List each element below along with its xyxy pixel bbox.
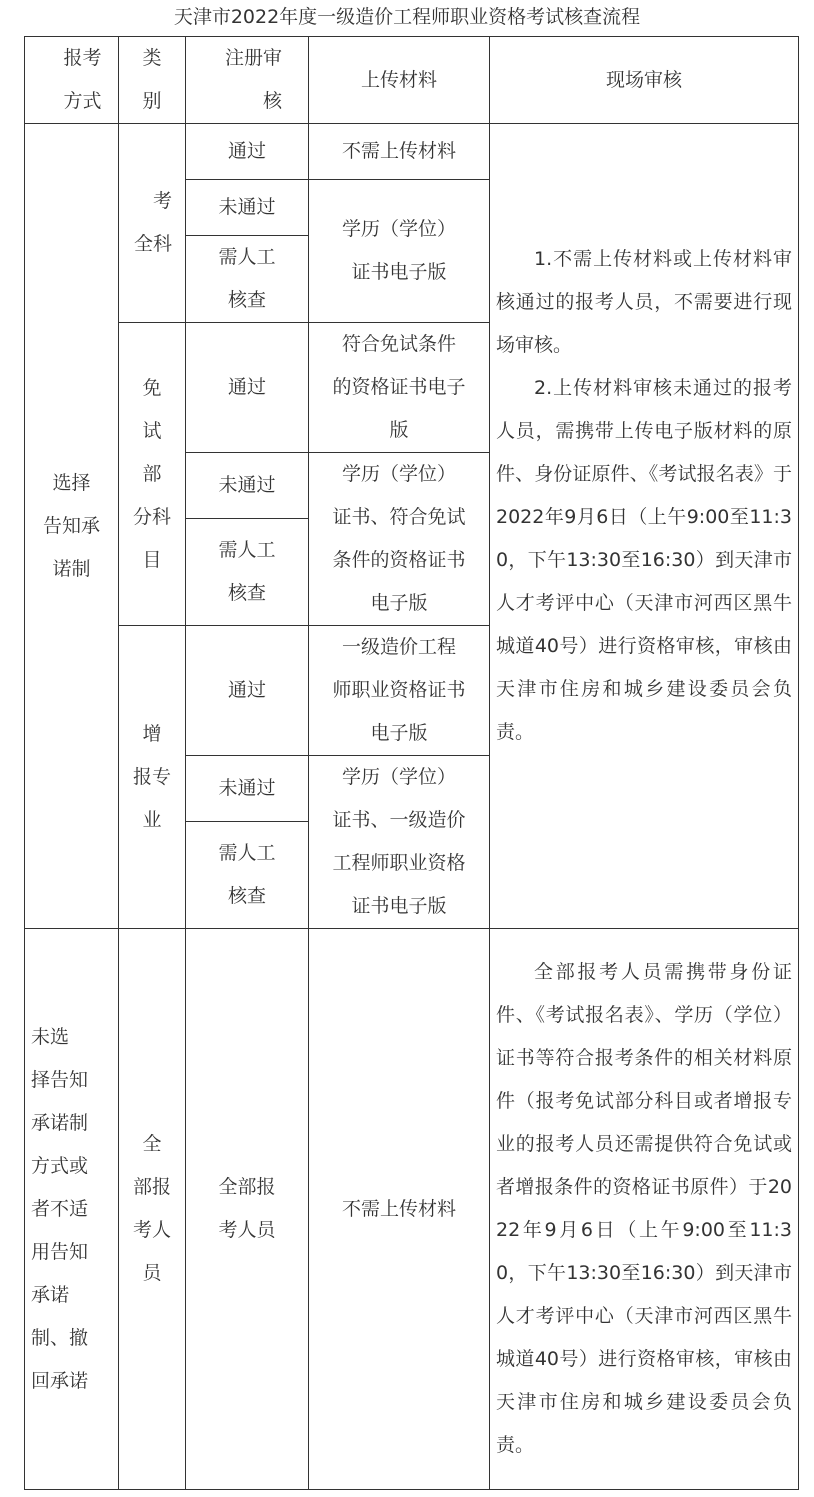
category-cell-additional: 增 报专 业: [119, 626, 186, 929]
table-row: [25, 929, 799, 1490]
upload-cell: 学历（学位） 证书、一级造价 工程师职业资格 证书电子版: [309, 756, 490, 929]
onsite-cell-no-promise: 全部报考人员需携带身份证件、《考试报名表》、学历（学位）证书等符合报考条件的相关材料原件（报考免试部分科目或者增报专业的报考人员还需提供符合免试或者增报条件的资格证书原件）于2022年9月6日（上午9:00至11:30，下午13:30至16:30）到天津市人才考评中心（天津市河西区黑牛城道40号）进行资格审核，审核由天津市住房和城乡建设委员会负责。: [490, 929, 799, 1490]
upload-cell: 不需上传材料: [309, 929, 490, 1490]
registration-cell-all: 全部报 考人员: [186, 929, 309, 1490]
verification-table: [24, 36, 799, 1490]
status-manual: 需人工 核查: [186, 236, 309, 323]
upload-cell: 一级造价工程 师职业资格证书 电子版: [309, 626, 490, 756]
upload-cell: 不需上传材料: [309, 124, 490, 180]
category-cell-all: 全 部报 考人 员: [119, 929, 186, 1490]
status-pass: 通过: [186, 323, 309, 453]
status-pass: 通过: [186, 626, 309, 756]
table-row: [25, 124, 799, 180]
upload-cell: 符合免试条件 的资格证书电子 版: [309, 323, 490, 453]
header-registration: 注册审 核: [186, 37, 309, 124]
onsite-paragraph-1: 1.不需上传材料或上传材料审核通过的报考人员，不需要进行现场审核。: [496, 248, 792, 356]
status-manual: 需人工 核查: [186, 822, 309, 929]
status-fail: 未通过: [186, 453, 309, 519]
header-category: 类 别: [119, 37, 186, 124]
status-fail: 未通过: [186, 756, 309, 822]
method-cell-promise: 选择 告知承 诺制: [25, 124, 119, 929]
upload-cell: 学历（学位） 证书、符合免试 条件的资格证书 电子版: [309, 453, 490, 626]
status-pass: 通过: [186, 124, 309, 180]
header-upload: 上传材料: [309, 37, 490, 124]
status-fail: 未通过: [186, 180, 309, 236]
table-header-row: [25, 37, 799, 124]
status-manual: 需人工 核查: [186, 519, 309, 626]
page-title: 天津市2022年度一级造价工程师职业资格考试核查流程: [173, 6, 641, 28]
category-cell-full: 考 全科: [119, 124, 186, 323]
header-method: 报考 方式: [25, 37, 119, 124]
upload-cell: 学历（学位） 证书电子版: [309, 180, 490, 323]
onsite-paragraph-2: 2.上传材料审核未通过的报考人员，需携带上传电子版材料的原件、身份证原件、《考试报名表》于2022年9月6日（上午9:00至11:30，下午13:30至16:30）到天津市人才考评中心（天津市河西区黑牛城道40号）进行资格审核，审核由天津市住房和城乡建设委员会负责。: [496, 377, 792, 743]
category-cell-exempt: 免 试 部 分科 目: [119, 323, 186, 626]
method-cell-no-promise: 未选 择告知 承诺制 方式或 者不适 用告知 承诺 制、撤 回承诺: [25, 929, 119, 1490]
onsite-cell-promise: [490, 124, 799, 929]
header-onsite: 现场审核: [490, 37, 799, 124]
